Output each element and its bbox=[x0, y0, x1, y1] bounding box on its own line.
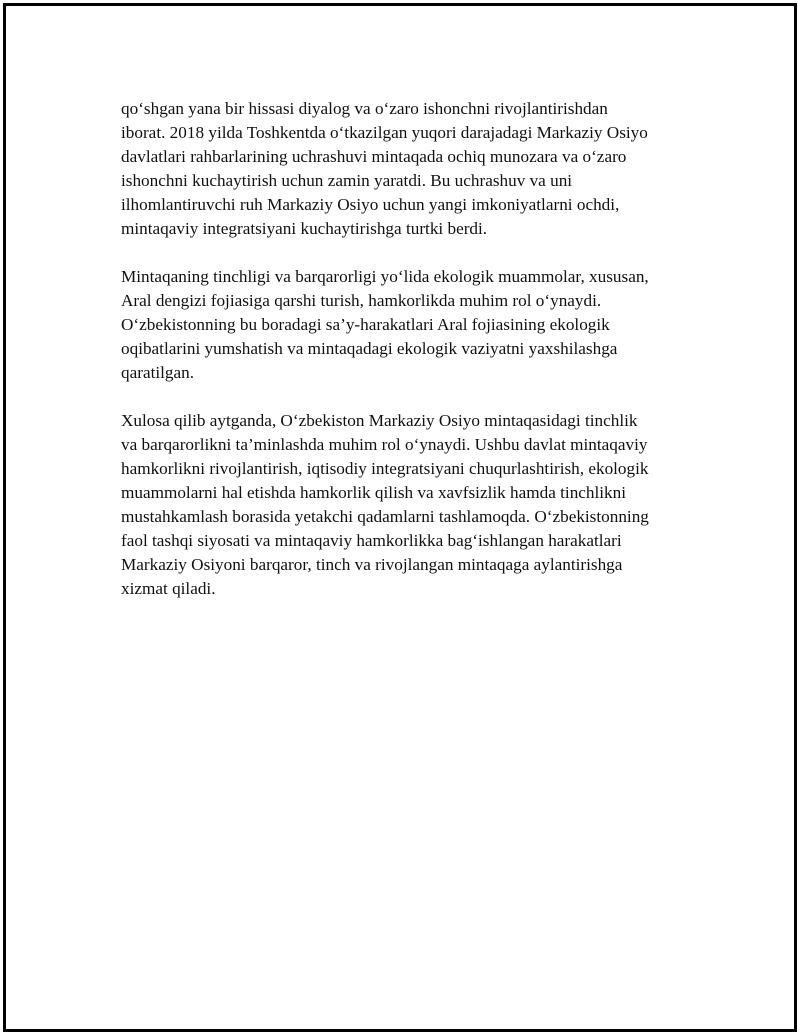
paragraph-ecology-aral bbox=[121, 265, 706, 385]
text-line: muammolarni hal etishda hamkorlik qilish va xavfsizlik hamda tinchlikni bbox=[121, 483, 627, 502]
paragraph-dialogue-trust bbox=[121, 97, 706, 241]
document-body bbox=[121, 97, 706, 625]
text-line: Aral dengizi fojiasiga qarshi turish, hamkorlikda muhim rol o‘ynaydi. bbox=[121, 291, 602, 310]
text-line: va barqarorlikni ta’minlashda muhim rol o‘ynaydi. Ushbu davlat mintaqaviy bbox=[121, 435, 648, 454]
text-line: Markaziy Osiyoni barqaror, tinch va rivojlangan mintaqaga aylantirishga bbox=[121, 555, 623, 574]
text-line: iborat. 2018 yilda Toshkentda o‘tkazilgan yuqori darajadagi Markaziy Osiyo bbox=[121, 123, 648, 142]
text-line: oqibatlarini yumshatish va mintaqadagi ekologik vaziyatni yaxshilashga bbox=[121, 339, 618, 358]
text-line: hamkorlikni rivojlantirish, iqtisodiy integratsiyani chuqurlashtirish, ekologik bbox=[121, 459, 649, 478]
text-line: qo‘shgan yana bir hissasi diyalog va o‘zaro ishonchni rivojlantirishdan bbox=[121, 99, 608, 118]
text-line: xizmat qiladi. bbox=[121, 579, 216, 598]
text-line: qaratilgan. bbox=[121, 363, 195, 382]
text-line: ishonchni kuchaytirish uchun zamin yaratdi. Bu uchrashuv va uni bbox=[121, 171, 573, 190]
text-line: Mintaqaning tinchligi va barqarorligi yo‘lida ekologik muammolar, xususan, bbox=[121, 267, 649, 286]
paragraph-conclusion bbox=[121, 409, 706, 601]
text-line: O‘zbekistonning bu boradagi sa’y-harakatlari Aral fojiasining ekologik bbox=[121, 315, 610, 334]
text-line: Xulosa qilib aytganda, O‘zbekiston Markaziy Osiyo mintaqasidagi tinchlik bbox=[121, 411, 638, 430]
text-line: faol tashqi siyosati va mintaqaviy hamkorlikka bag‘ishlangan harakatlari bbox=[121, 531, 622, 550]
text-line: davlatlari rahbarlarining uchrashuvi mintaqada ochiq munozara va o‘zaro bbox=[121, 147, 627, 166]
text-line: mintaqaviy integratsiyani kuchaytirishga turtki berdi. bbox=[121, 219, 488, 238]
text-line: ilhomlantiruvchi ruh Markaziy Osiyo uchun yangi imkoniyatlarni ochdi, bbox=[121, 195, 620, 214]
page-frame bbox=[3, 3, 797, 1032]
text-line: mustahkamlash borasida yetakchi qadamlarni tashlamoqda. O‘zbekistonning bbox=[121, 507, 649, 526]
